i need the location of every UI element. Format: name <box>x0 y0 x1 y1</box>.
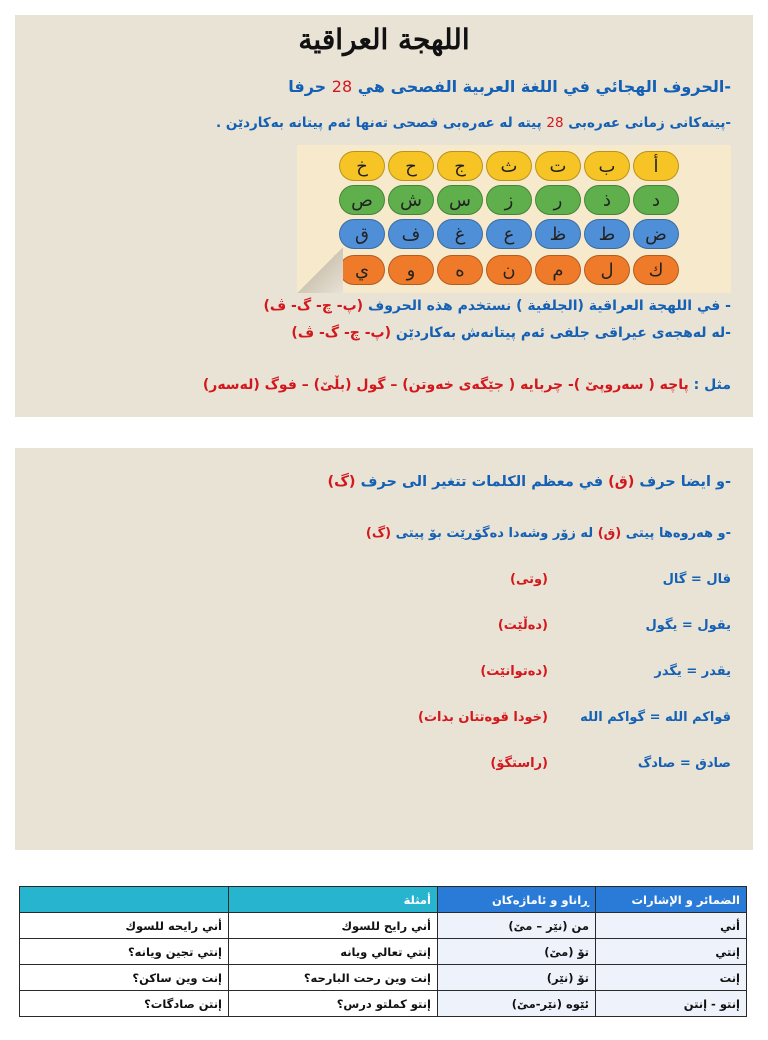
table-cell: إنتي تجين ويانه؟ <box>20 939 229 965</box>
letter: ب <box>584 151 630 181</box>
example-arabic: قال = گال <box>662 572 731 587</box>
letter: ع <box>486 219 532 249</box>
line-letters-count-arabic: -الحروف الهجائي في اللغة العربية الفصحى هي 28 حرفا <box>288 77 731 96</box>
example-kurdish: (دەڵێت) <box>497 618 548 633</box>
table-cell: أني رايحه للسوك <box>20 913 229 939</box>
letter: ي <box>339 255 385 285</box>
alphabet-image <box>297 145 731 293</box>
table-row <box>20 913 747 939</box>
table-cell: أني رايح للسوك <box>229 913 438 939</box>
line-letters-count-kurdish: -پیتەكانی زمانی عەرەبی 28 پیتە لە عەرەبی فصحی تەنها ئەم پیتانە بەكاردێن . <box>216 115 731 131</box>
table-header: ڕاناو و ئاماژەكان <box>438 887 596 913</box>
letter: ت <box>535 151 581 181</box>
table-row <box>20 965 747 991</box>
table-cell: إنتو كملتو درس؟ <box>229 991 438 1017</box>
letter: أ <box>633 151 679 181</box>
slide-1 <box>15 15 753 417</box>
example-kurdish: (راستگۆ) <box>490 756 548 771</box>
example-kurdish: (خودا قوەتتان بدات) <box>418 710 548 725</box>
letter: ق <box>339 219 385 249</box>
letter: ج <box>437 151 483 181</box>
table-cell: تۆ (مێ) <box>438 939 596 965</box>
slide-title: اللهجة العراقية <box>298 23 470 56</box>
page-curl-decoration <box>297 247 343 293</box>
line-qaf-arabic: -و ايضا حرف (ق) في معظم الكلمات تتغير الى حرف (گ) <box>327 474 731 490</box>
alphabet-row-3 <box>339 219 679 249</box>
table-cell: إنت وين ساكن؟ <box>20 965 229 991</box>
example-kurdish: (دەتوانێت) <box>480 664 548 679</box>
slide-2 <box>15 448 753 850</box>
letter: ذ <box>584 185 630 215</box>
table-header: الضمائر و الإشارات <box>596 887 747 913</box>
letter: غ <box>437 219 483 249</box>
letter: ر <box>535 185 581 215</box>
table-cell: إنتي <box>596 939 747 965</box>
alphabet-row-4 <box>339 255 679 285</box>
table-cell: إنت وين رحت البارحه؟ <box>229 965 438 991</box>
letter: ك <box>633 255 679 285</box>
example-arabic: يقول = يگول <box>645 618 731 633</box>
slide-3 <box>15 880 753 1040</box>
table-cell: أني <box>596 913 747 939</box>
table-cell: ئێوە (نێر-مێ) <box>438 991 596 1017</box>
letter: ن <box>486 255 532 285</box>
letter: ل <box>584 255 630 285</box>
table-cell: إنتن صادگات؟ <box>20 991 229 1017</box>
letter: س <box>437 185 483 215</box>
table-header: أمثلة <box>229 887 438 913</box>
table-cell: إنتي تعالي ويانه <box>229 939 438 965</box>
letter: ش <box>388 185 434 215</box>
letter: ص <box>339 185 385 215</box>
alphabet-row-2 <box>339 185 679 215</box>
letter: ظ <box>535 219 581 249</box>
table-cell: تۆ (نێر) <box>438 965 596 991</box>
letter: ض <box>633 219 679 249</box>
table-cell: إنتو - إنتن <box>596 991 747 1017</box>
table-row <box>20 991 747 1017</box>
alphabet-row-1 <box>339 151 679 181</box>
letter: ح <box>388 151 434 181</box>
table-cell: من (نێر – مێ) <box>438 913 596 939</box>
letter: د <box>633 185 679 215</box>
letter: ه <box>437 255 483 285</box>
table-header <box>20 887 229 913</box>
letter: م <box>535 255 581 285</box>
line-iraqi-letters-kurdish: -لە لەهجەی عیراقی جلفی ئەم پیتانەش بەكاردێن (پ- چ- گ- ڤ) <box>291 325 731 341</box>
example-arabic: يقدر = يگدر <box>654 664 731 679</box>
example-kurdish: (وتی) <box>510 572 548 587</box>
pronouns-table <box>19 886 747 1017</box>
letter: ز <box>486 185 532 215</box>
letter: خ <box>339 151 385 181</box>
letter: ث <box>486 151 532 181</box>
example-arabic: قواكم الله = گواكم الله <box>580 710 731 725</box>
table-header-row <box>20 887 747 913</box>
table-row <box>20 939 747 965</box>
letter: ط <box>584 219 630 249</box>
table-cell: إنت <box>596 965 747 991</box>
line-iraqi-letters-arabic: - في اللهجة العراقية (الجلفية ) نستخدم هذه الحروف (پ- چ- گ- ڤ) <box>263 298 731 314</box>
letter: ف <box>388 219 434 249</box>
line-examples: مثل : پاچه ( سەروپێ )- چربایه ( جێگەی خەوتن) – گول (بڵێ) – فوگ (لەسەر) <box>202 377 731 393</box>
example-arabic: صادق = صادگ <box>637 756 731 771</box>
line-qaf-kurdish: -و هەروەها پیتی (ق) لە زۆر وشەدا دەگۆڕێت بۆ پیتی (گ) <box>365 526 731 541</box>
letter: و <box>388 255 434 285</box>
